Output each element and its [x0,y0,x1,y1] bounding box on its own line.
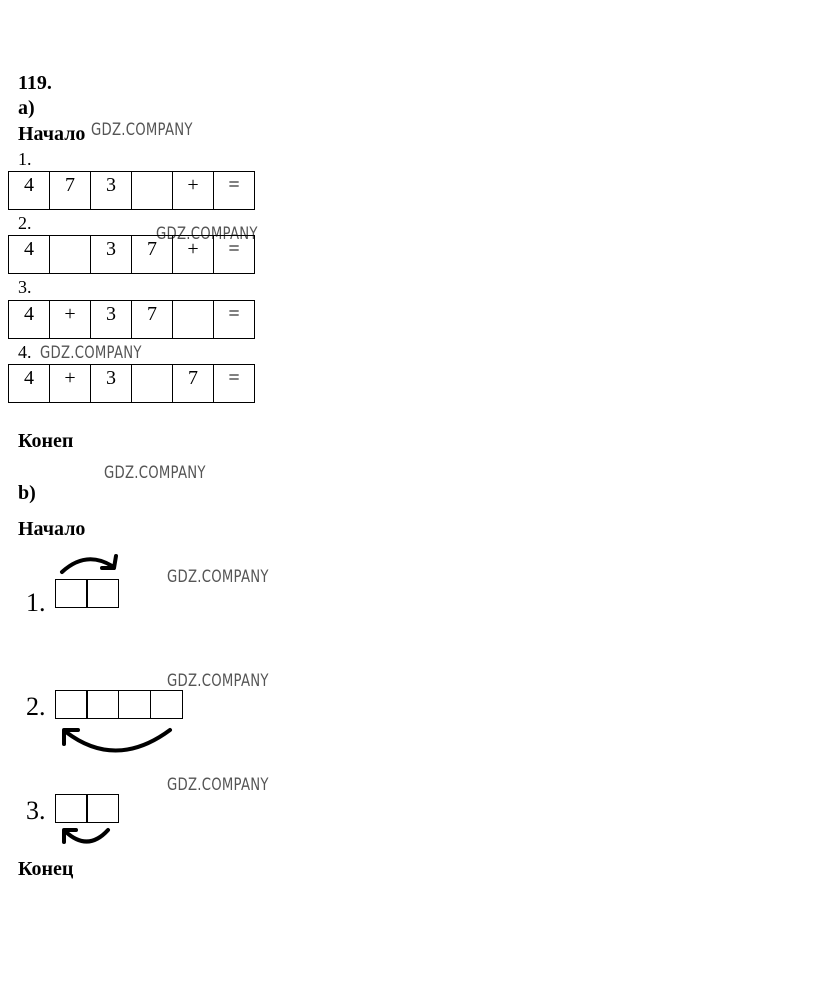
part-a-start-label: Начало [18,123,86,145]
swap-arrow-left-icon [58,826,116,848]
box-cell [150,690,183,719]
step-label: 1. [18,149,32,169]
watermark: GDZ.COMPANY [104,463,206,483]
table-cell: + [172,171,214,210]
table-cell: 4 [8,364,50,403]
part-a-label: а) [18,97,35,119]
table-cell: 7 [131,300,173,339]
step-table [8,235,254,274]
part-b-label: b) [18,482,36,504]
table-cell: 3 [90,300,132,339]
table-cell: = [213,235,255,274]
box-cell [86,690,119,719]
swap-arrow-right-icon [56,552,126,582]
task-number: 119. [18,72,52,94]
table-cell [172,300,214,339]
table-cell: 7 [131,235,173,274]
table-cell [131,364,173,403]
box-cell [55,579,88,608]
box-cell [55,690,88,719]
step-label: 4. [18,342,32,362]
table-cell: 4 [8,235,50,274]
table-cell: 3 [90,235,132,274]
part-b-start-label: Начало [18,518,86,540]
watermark: GDZ.COMPANY [91,120,193,140]
part-a-end-label: Конеп [18,430,74,452]
table-cell: 4 [8,300,50,339]
table-cell: + [49,300,91,339]
box-cell [86,579,119,608]
table-cell: + [172,235,214,274]
step-table [8,300,254,339]
box-cell [86,794,119,823]
table-cell: 7 [172,364,214,403]
step-table [8,364,254,403]
step-table [8,171,254,210]
table-cell [49,235,91,274]
step-label: 1. [26,588,46,617]
step-label: 2. [26,692,46,721]
watermark: GDZ.COMPANY [40,343,142,363]
box-cell [118,690,151,719]
watermark: GDZ.COMPANY [167,775,269,795]
box-cell [55,794,88,823]
table-cell: 3 [90,171,132,210]
table-cell: 3 [90,364,132,403]
step-label: 3. [26,796,46,825]
swap-arrow-left-icon [56,722,180,754]
watermark: GDZ.COMPANY [156,224,258,244]
table-cell: 4 [8,171,50,210]
watermark: GDZ.COMPANY [167,671,269,691]
watermark: GDZ.COMPANY [167,567,269,587]
table-cell: = [213,171,255,210]
table-cell [131,171,173,210]
table-cell: = [213,300,255,339]
step-label: 3. [18,277,32,297]
table-cell: 7 [49,171,91,210]
table-cell: = [213,364,255,403]
part-b-end-label: Конец [18,858,74,880]
step-label: 2. [18,213,32,233]
table-cell: + [49,364,91,403]
